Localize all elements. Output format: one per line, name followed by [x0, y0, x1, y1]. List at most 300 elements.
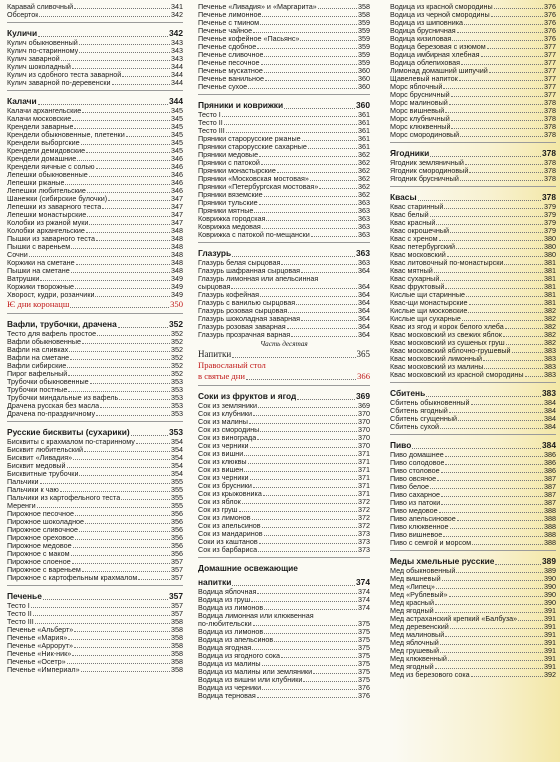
entry-title: Трубочки постные: [7, 386, 68, 394]
entry-title: в святые дни: [198, 371, 245, 381]
page-number: 348: [171, 243, 183, 251]
entry-title: Пряники и коврижки: [198, 100, 284, 110]
page-number: 387: [544, 499, 556, 507]
page-number: 377: [544, 43, 556, 51]
page-number: 356: [171, 534, 183, 542]
page-number: 343: [171, 39, 183, 47]
index-entry: [7, 219, 183, 227]
dot-leader: [263, 495, 357, 496]
dot-leader: [74, 128, 170, 129]
page-number: 387: [544, 491, 556, 499]
index-entry: [7, 3, 183, 11]
entry-title: Соки из фруктов и ягод: [198, 391, 297, 401]
entry-title: Мед деревенский: [390, 623, 449, 631]
entry-title: Мед малиновый: [390, 631, 445, 639]
dot-leader: [84, 451, 170, 452]
entry-title: Печенье «Альберт»: [7, 626, 74, 634]
index-entry: [7, 259, 183, 267]
dot-leader: [87, 192, 170, 193]
page-number: 364: [358, 331, 370, 339]
page-number: 353: [171, 378, 183, 386]
entry-title: Морс клюквенный: [390, 123, 451, 131]
entry-title: Пирог вафельный: [7, 370, 68, 378]
entry-title: Кулич из сдобного теста заварной: [7, 71, 122, 79]
entry-title: Сок из черники: [198, 474, 249, 482]
dot-leader: [244, 471, 357, 472]
index-entry: [390, 631, 556, 639]
page-number: 381: [544, 267, 556, 275]
entry-title: Водица из лимонов: [198, 628, 264, 636]
page-number: 391: [544, 607, 556, 615]
entry-title: Квас красный: [390, 219, 436, 227]
page-number: 348: [171, 259, 183, 267]
index-entry: [7, 71, 183, 79]
section-heading: [198, 100, 370, 111]
entry-title: Пиво белое: [390, 483, 429, 491]
dot-leader: [287, 328, 357, 329]
entry-title: Сок из барбариса: [198, 546, 258, 554]
index-entry: [7, 283, 183, 291]
index-entry: [7, 510, 183, 518]
index-entry: [198, 151, 370, 159]
entry-title: Крендели заварные: [7, 123, 74, 131]
entry-title: Домашние освежающие: [198, 563, 298, 573]
entry-title: Калачи: [7, 96, 37, 106]
entry-title: Глазурь: [198, 248, 232, 258]
index-entry: [7, 454, 183, 462]
index-entry: [7, 602, 183, 610]
page-number: 391: [544, 655, 556, 663]
dot-leader: [68, 375, 170, 376]
index-entry: [7, 610, 183, 618]
page-number: 343: [171, 47, 183, 55]
index-entry: [198, 323, 370, 331]
entry-title: Тесто I: [198, 111, 221, 119]
index-entry: [198, 175, 370, 183]
entry-title: Сок из апельсинов: [198, 522, 261, 530]
dot-leader: [430, 156, 541, 157]
index-entry: [198, 410, 370, 418]
dot-leader: [430, 488, 543, 489]
index-column-right: [390, 3, 556, 679]
entry-title: Сок из груш: [198, 506, 238, 514]
entry-title: Каравай сливочный: [7, 3, 74, 11]
dot-leader: [435, 668, 543, 669]
section-divider: [198, 91, 370, 97]
index-entry: [390, 507, 556, 515]
dot-leader: [264, 196, 357, 197]
entry-title: Пальчики к чаю: [7, 486, 59, 494]
page-number: 376: [544, 27, 556, 35]
entry-title: Сок из крыжовника: [198, 490, 262, 498]
dot-leader: [297, 399, 355, 400]
page-number: 352: [171, 370, 183, 378]
dot-leader: [262, 689, 357, 690]
dot-leader: [441, 496, 543, 497]
dot-leader: [71, 555, 170, 556]
entry-title: Ягодники: [390, 148, 430, 158]
page-number: 371: [358, 482, 370, 490]
page-number: 361: [358, 143, 370, 151]
page-number: 365: [356, 349, 370, 359]
page-number: 387: [544, 483, 556, 491]
index-entry: [7, 542, 183, 550]
index-entry: [390, 175, 556, 183]
entry-title: Сбитень: [390, 388, 426, 398]
section-heading: [7, 319, 183, 330]
page-number: 373: [358, 546, 370, 554]
dot-leader: [518, 620, 543, 621]
page-number: 379: [544, 227, 556, 235]
page-number: 382: [544, 323, 556, 331]
entry-title: Пряники с патокой: [198, 159, 260, 167]
index-entry: [198, 498, 370, 506]
entry-title: Печенье мускатное: [198, 67, 263, 75]
entry-title: Кислые щи московские: [390, 307, 468, 315]
page-number: 373: [358, 538, 370, 546]
page-number: 358: [171, 626, 183, 634]
index-entry: [390, 515, 556, 523]
entry-title: Водица терновая: [198, 692, 256, 700]
dot-leader: [436, 588, 543, 589]
dot-leader: [76, 264, 170, 265]
entry-title: Пряники вяземские: [198, 191, 263, 199]
entry-title: Мед «Липец»: [390, 583, 435, 591]
dot-leader: [40, 483, 170, 484]
dot-leader: [484, 368, 543, 369]
dot-leader: [81, 671, 170, 672]
entry-title: Мед клюквенный: [390, 655, 447, 663]
page-number: 362: [358, 175, 370, 183]
dot-leader: [257, 697, 357, 698]
page-number: 354: [171, 446, 183, 454]
index-entry: [390, 399, 556, 407]
page-number: 377: [544, 59, 556, 67]
page-number: 352: [171, 362, 183, 370]
section-divider: [7, 19, 183, 25]
dot-leader: [457, 520, 543, 521]
page-number: 391: [544, 663, 556, 671]
page-number: 375: [358, 652, 370, 660]
page-number: 374: [358, 588, 370, 596]
dot-leader: [491, 16, 543, 17]
page-number: 370: [358, 426, 370, 434]
page-number: 363: [358, 231, 370, 239]
index-entry: [390, 67, 556, 75]
entry-title: Водица из ягодного сока: [198, 652, 281, 660]
dot-leader: [100, 407, 170, 408]
dot-leader: [96, 240, 170, 241]
index-entry: [7, 494, 183, 502]
dot-leader: [65, 184, 170, 185]
page-number: 390: [544, 575, 556, 583]
index-entry: [7, 378, 183, 386]
index-entry: [7, 47, 183, 55]
page-number: 353: [171, 402, 183, 410]
entry-title: Печенье чайное: [198, 27, 253, 35]
dot-leader: [86, 152, 170, 153]
entry-title: Обсерток: [7, 11, 39, 19]
entry-title: Пиво домашнее: [390, 451, 444, 459]
entry-title: Сок из вишни: [198, 450, 244, 458]
entry-title: Коврижка медовая: [198, 223, 261, 231]
index-entry: [198, 283, 370, 291]
dot-leader: [70, 359, 170, 360]
entry-title: Водица из вишни или клубники: [198, 676, 303, 684]
page-number: 370: [358, 442, 370, 450]
section-divider: [7, 582, 183, 588]
page-number: 347: [171, 195, 183, 203]
entry-title: Бисквит любительский: [7, 446, 83, 454]
page-number: 359: [358, 43, 370, 51]
index-entry: [7, 211, 183, 219]
page-number: 364: [358, 307, 370, 315]
index-entry: [390, 331, 556, 339]
page-number: 348: [171, 235, 183, 243]
dot-leader: [108, 200, 170, 201]
page-number: 376: [544, 3, 556, 11]
index-entry: [198, 299, 370, 307]
page-number: 349: [171, 275, 183, 283]
dot-leader: [442, 580, 543, 581]
page-number: 378: [542, 148, 556, 158]
entry-title: Вафли сибирские: [7, 362, 67, 370]
dot-leader: [82, 571, 170, 572]
entry-title: Ѥ дни коронацш: [7, 299, 70, 309]
dot-leader: [468, 312, 543, 313]
index-entry: [198, 426, 370, 434]
index-entry: [198, 604, 370, 612]
entry-title: Морс смородиновый: [390, 131, 460, 139]
index-entry: [390, 159, 556, 167]
entry-title: Водица из красной смородины: [390, 3, 493, 11]
dot-leader: [525, 376, 543, 377]
index-entry: [198, 307, 370, 315]
dot-leader: [440, 652, 543, 653]
entry-title: Пряники монастырские: [198, 167, 276, 175]
entry-title: Драчена по-праздничному: [7, 410, 96, 418]
page-number: 349: [171, 283, 183, 291]
entry-title: Морс малиновый: [390, 99, 448, 107]
entry-title: по-любительски: [198, 620, 252, 628]
page-number: 361: [358, 135, 370, 143]
entry-title: Шанежки (сибирские булочки): [7, 195, 108, 203]
index-entry: [390, 227, 556, 235]
index-entry: [390, 243, 556, 251]
dot-leader: [435, 604, 543, 605]
page-number: 363: [358, 207, 370, 215]
entry-title: Квас белый: [390, 211, 429, 219]
dot-leader: [73, 459, 170, 460]
entry-title: Кислые щи сухарные: [390, 315, 461, 323]
dot-leader: [274, 641, 357, 642]
section-divider: [7, 87, 183, 93]
entry-title: Квас окрошечный: [390, 227, 450, 235]
section-divider: [390, 379, 556, 385]
index-entry: [390, 639, 556, 647]
index-entry: [7, 115, 183, 123]
page-number: 391: [544, 615, 556, 623]
page-number: 375: [358, 636, 370, 644]
page-number: 374: [356, 577, 370, 587]
dot-leader: [434, 272, 543, 273]
entry-title: Мед астраханский крепкий «Балбуза»: [390, 615, 518, 623]
index-entry: [7, 558, 183, 566]
page-number: 381: [544, 291, 556, 299]
entry-title: Глазурь прозрачная варная: [198, 331, 291, 339]
index-entry: [7, 478, 183, 486]
dot-leader: [70, 307, 169, 308]
dot-leader: [443, 536, 543, 537]
page-number: 389: [544, 567, 556, 575]
page-number: 378: [544, 175, 556, 183]
entry-title: Печенье сдобное: [198, 43, 257, 51]
page-number: 383: [544, 371, 556, 379]
page-number: 355: [171, 486, 183, 494]
dot-leader: [89, 176, 170, 177]
entry-title: Ягодник смородиновый: [390, 167, 469, 175]
dot-leader: [264, 535, 357, 536]
dot-leader: [71, 272, 170, 273]
dot-leader: [79, 475, 170, 476]
section-divider: [7, 418, 183, 424]
index-entry: [198, 644, 370, 652]
dot-leader: [112, 84, 170, 85]
page-number: 357: [171, 574, 183, 582]
dot-leader: [412, 448, 541, 449]
entry-title: Мед ягодный: [390, 663, 434, 671]
dot-leader: [258, 551, 357, 552]
dot-leader: [251, 601, 357, 602]
page-number: 369: [356, 391, 370, 401]
entry-title: Печенье «Ливадия» и «Маргарита»: [198, 3, 317, 11]
entry-title: Печенье «Мария»: [7, 634, 68, 642]
entry-title: Пиво солодовое: [390, 459, 445, 467]
page-number: 342: [169, 28, 183, 38]
page-number: 358: [358, 11, 370, 19]
entry-title: Печенье песочное: [198, 59, 260, 67]
dot-leader: [464, 24, 543, 25]
page-number: 360: [356, 100, 370, 110]
entry-title: Колобки архангельские: [7, 227, 85, 235]
entry-title: Глазурь лимонная или апельсинная: [198, 275, 319, 283]
dot-leader: [248, 463, 357, 464]
entry-title: Пряники старорусские сахарные: [198, 143, 307, 151]
page-number: 363: [358, 259, 370, 267]
dot-leader: [264, 633, 357, 634]
page-number: 345: [171, 115, 183, 123]
highlight-entry: [198, 371, 370, 382]
page-number: 375: [358, 660, 370, 668]
index-entry: [7, 518, 183, 526]
entry-title: Кулич заварной по-деревенски: [7, 79, 111, 87]
page-number: 355: [171, 478, 183, 486]
dot-leader: [75, 515, 170, 516]
index-entry: [7, 386, 183, 394]
entry-title: Мед ягодный: [390, 607, 434, 615]
dot-leader: [67, 367, 170, 368]
entry-title: Коржики творожные: [7, 283, 75, 291]
entry-title: Пирожное с маком: [7, 550, 70, 558]
dot-leader: [308, 148, 357, 149]
dot-leader: [281, 657, 357, 658]
dot-leader: [259, 543, 357, 544]
page-number: 346: [171, 171, 183, 179]
entry-title: Сок из яблок: [198, 498, 241, 506]
page-number: 362: [358, 159, 370, 167]
index-entry: [390, 123, 556, 131]
index-entry: [390, 75, 556, 83]
page-number: 370: [358, 410, 370, 418]
entry-title: Водица из груш: [198, 596, 251, 604]
dot-leader: [301, 272, 357, 273]
index-entry: [7, 338, 183, 346]
entry-title: Водица брусничная: [390, 27, 456, 35]
index-entry: [198, 67, 370, 75]
page-number: 348: [171, 251, 183, 259]
index-entry: [390, 423, 556, 431]
page-number: 391: [544, 647, 556, 655]
entry-title: Глазурь кофейная: [198, 291, 260, 299]
entry-title: Сок из винограда: [198, 434, 257, 442]
entry-title: Коврижка городская: [198, 215, 266, 223]
entry-title: Кулич обыкновенный: [7, 39, 78, 47]
page-number: 378: [544, 167, 556, 175]
index-entry: [7, 574, 183, 582]
dot-leader: [296, 304, 357, 305]
entry-title: Бисквитные трубочки: [7, 470, 79, 478]
entry-title: Пиво апельсиновое: [390, 515, 456, 523]
entry-title: Квас московский из красной смородины: [390, 371, 524, 379]
index-entry: [390, 299, 556, 307]
dot-leader: [445, 456, 543, 457]
index-entry: [7, 235, 183, 243]
dot-leader: [261, 164, 357, 165]
entry-title: Пряники «Петербургская мостовая»: [198, 183, 319, 191]
dot-leader: [319, 188, 357, 189]
entry-title: Соки из каштанов: [198, 538, 258, 546]
page-number: 344: [171, 79, 183, 87]
index-entry: [390, 451, 556, 459]
page-number: 378: [544, 107, 556, 115]
index-entry: [7, 370, 183, 378]
dot-leader: [68, 639, 170, 640]
page-number: 359: [358, 27, 370, 35]
entry-title: Сок из малины: [198, 418, 248, 426]
dot-leader: [74, 8, 170, 9]
page-number: 363: [356, 248, 370, 258]
index-entry: [390, 599, 556, 607]
index-entry: [7, 63, 183, 71]
index-entry: [198, 143, 370, 151]
page-number: 352: [171, 346, 183, 354]
dot-leader: [39, 16, 170, 17]
index-entry: [198, 59, 370, 67]
dot-leader: [231, 288, 357, 289]
dot-leader: [138, 579, 170, 580]
index-entry: [7, 642, 183, 650]
index-entry: [390, 655, 556, 663]
page-number: 353: [169, 427, 183, 437]
entry-title: Водица облепиховая: [390, 59, 460, 67]
entry-title: Печенье сливочное: [198, 51, 264, 59]
page-number: 358: [171, 618, 183, 626]
entry-title: Водица из малины или земляники: [198, 668, 313, 676]
dot-leader: [259, 156, 357, 157]
page-number: 377: [544, 91, 556, 99]
page-number: 383: [544, 355, 556, 363]
entry-title: Сочни: [7, 251, 28, 259]
